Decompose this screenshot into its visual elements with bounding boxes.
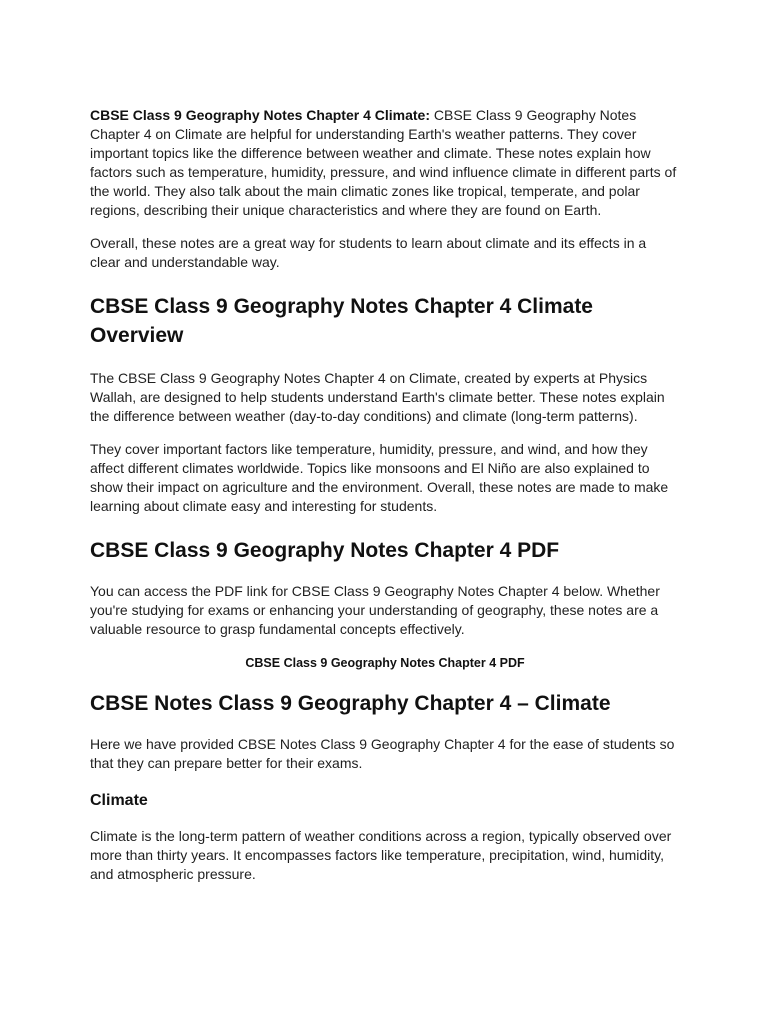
pdf-heading: CBSE Class 9 Geography Notes Chapter 4 PDF bbox=[90, 539, 560, 562]
climate-subheading: Climate bbox=[90, 792, 148, 809]
overview-paragraph-1: The CBSE Class 9 Geography Notes Chapter 4 on Climate, created by experts at Physics Wallah, are designed to help students understand Earth's climate better. These notes explain the difference between weather (day-to-day conditions) and climate (long-term patterns). bbox=[90, 370, 665, 424]
overview-paragraph-2: They cover important factors like temperature, humidity, pressure, and wind, and how they affect different climates worldwide. Topics like monsoons and El Niño are also explained to show their impact on agriculture and the environment. Overall, these notes are made to make learning about climate easy and interesting for students. bbox=[90, 441, 669, 514]
intro-summary: Overall, these notes are a great way for students to learn about climate and its effects in a clear and understandable way. bbox=[90, 235, 647, 270]
overview-heading: CBSE Class 9 Geography Notes Chapter 4 Climate Overview bbox=[90, 295, 593, 347]
climate-paragraph: Climate is the long-term pattern of weather conditions across a region, typically observed over more than thirty years. It encompasses factors like temperature, precipitation, wind, humidity, and atmospheric pressure. bbox=[90, 828, 672, 882]
notes-paragraph: Here we have provided CBSE Notes Class 9 Geography Chapter 4 for the ease of students so that they can prepare better for their exams. bbox=[90, 736, 675, 771]
intro-lead: CBSE Class 9 Geography Notes Chapter 4 Climate: bbox=[90, 107, 430, 123]
intro-text: CBSE Class 9 Geography Notes Chapter 4 on Climate are helpful for understanding Earth's weather patterns. They cover important topics like the difference between weather and climate. These notes explain how factors such as temperature, humidity, pressure, and wind influence climate in different parts of the world. They also talk about the main climatic zones like tropical, temperate, and polar regions, describing their unique characteristics and where they are found on Earth. bbox=[90, 107, 677, 218]
pdf-paragraph: You can access the PDF link for CBSE Class 9 Geography Notes Chapter 4 below. Whether you're studying for exams or enhancing your understanding of geography, these notes are a valuable resource to grasp fundamental concepts effectively. bbox=[90, 583, 660, 637]
document-page bbox=[90, 106, 680, 884]
pdf-download-link[interactable]: CBSE Class 9 Geography Notes Chapter 4 PDF bbox=[245, 656, 525, 670]
intro-paragraph bbox=[90, 106, 680, 220]
notes-heading: CBSE Notes Class 9 Geography Chapter 4 – Climate bbox=[90, 692, 611, 715]
